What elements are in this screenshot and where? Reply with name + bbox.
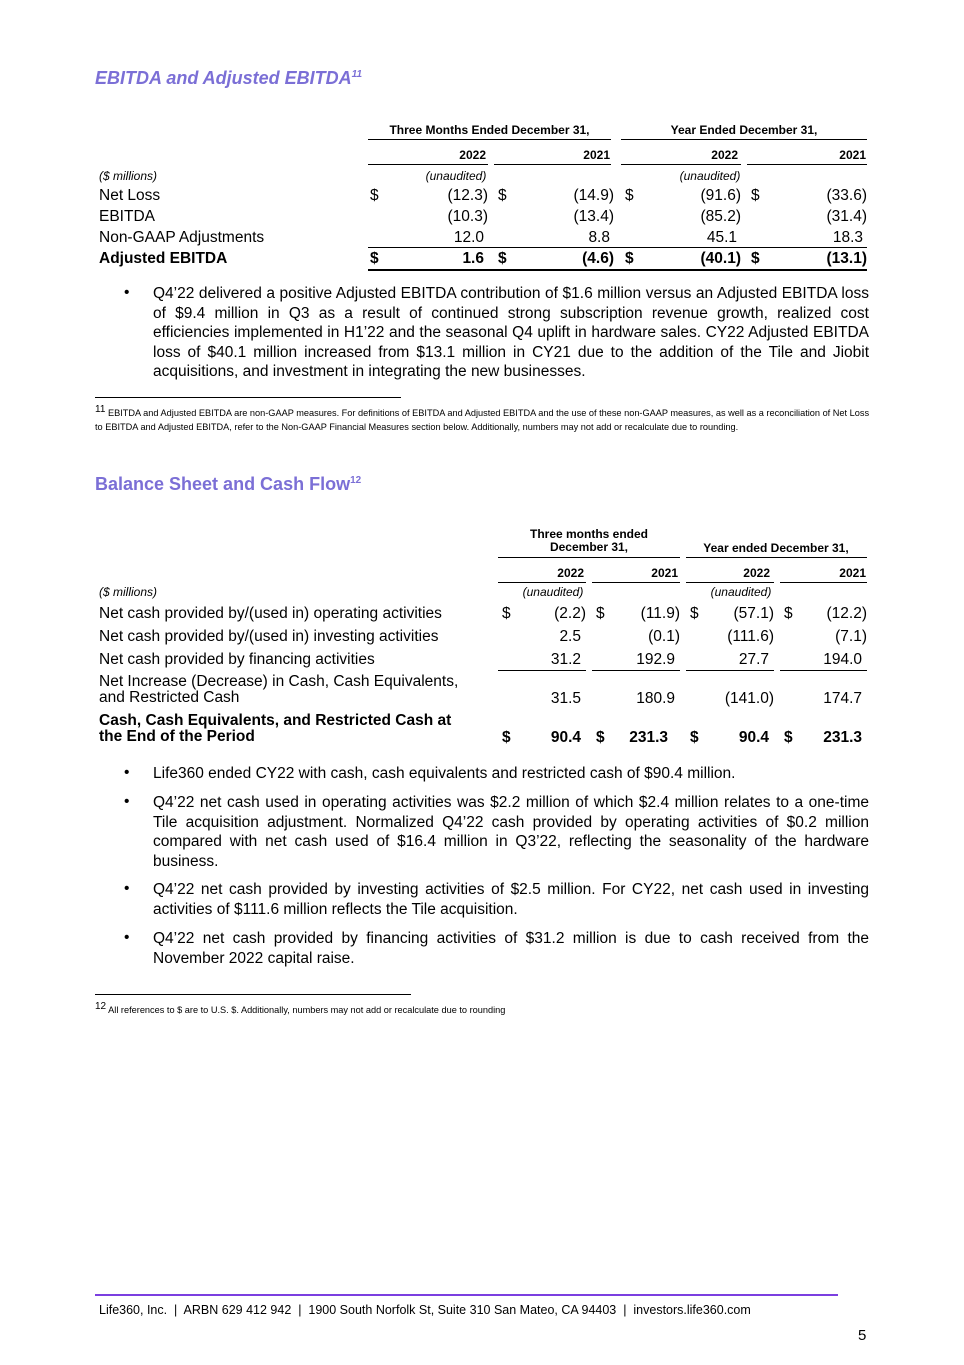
ebitda-year-col-2: 2021	[583, 148, 610, 162]
ebitda-section-title: EBITDA and Adjusted EBITDA$^{11}$	[95, 68, 363, 88]
table-row-label: Net Increase (Decrease) in Cash, Cash Equivalents, and Restricted Cash	[99, 673, 459, 706]
table-row-label: Net cash provided by/(used in) investing activities	[99, 628, 439, 645]
ebitda-unaudited-2: (unaudited)	[679, 169, 741, 183]
balance-sheet-section-title: Balance Sheet and Cash Flow$^{12}$	[95, 474, 362, 494]
bullet-marker: •	[124, 880, 130, 897]
table-row-label: Adjusted EBITDA	[99, 250, 228, 267]
cash-year-col-1: 2022	[557, 566, 584, 580]
table-row-label: Cash, Cash Equivalents, and Restricted Cash at the End of the Period	[99, 712, 452, 745]
footer-rule	[95, 1294, 838, 1296]
cash-bullet-1: Life360 ended CY22 with cash, cash equivalents and restricted cash of $90.4 million.	[153, 765, 736, 782]
ebitda-year-col-4: 2021	[839, 148, 866, 162]
table-row-label: Net cash provided by/(used in) operating activities	[99, 605, 442, 622]
cash-col-group-year: Year ended December 31,	[703, 541, 849, 555]
cash-footnote: $^{12}$ All references to $ are to U.S. $. Additionally, numbers may not add or recalculate due to rounding	[95, 1001, 506, 1016]
ebitda-footnote: $^{11}$ EBITDA and Adjusted EBITDA are non-GAAP measures. For definitions of EBITDA and Adjusted EBITDA and the use of these non-GAAP measures, as well as a reconciliation of Net Loss to EBITDA and Adjusted EBITDA, refer to the Non-GAAP Financial Measures section below. Additionally, numbers may not add or recalculate due to rounding.	[95, 404, 870, 433]
ebitda-year-col-3: 2022	[711, 148, 738, 162]
table-row-label: Net Loss	[99, 187, 161, 204]
ebitda-col-group-year: Year Ended December 31,	[670, 123, 818, 137]
ebitda-bullet: Q4’22 delivered a positive Adjusted EBITDA contribution of $1.6 million versus an Adjusted EBITDA loss of $9.4 million in Q3 as a result of continued strong subscription revenue growth, realized cost efficiencies implemented in H1’22 and the seasonal Q4 uplift in hardware sales. CY22 Adjusted EBITDA loss of $40.1 million increased from $13.1 million in CY21 due to the addition of the Tile and Jiobit acquisitions, and investment in integrating the new businesses.	[153, 285, 869, 380]
footer-text: Life360, Inc. | ARBN 629 412 942 | 1900 South Norfolk St, Suite 310 San Mateo, CA 94403 | investors.life360.com	[99, 1303, 751, 1317]
bullet-marker: •	[124, 793, 130, 810]
cash-unaudited-2: (unaudited)	[710, 585, 772, 599]
bullet-marker: •	[124, 764, 130, 781]
cash-year-col-4: 2021	[839, 566, 866, 580]
ebitda-units: ($ millions)	[99, 169, 158, 183]
bullet-marker: •	[124, 929, 130, 946]
bullet-marker: •	[124, 284, 130, 301]
table-row-label: Net cash provided by financing activities	[99, 651, 375, 668]
cash-col-group-three-months: Three months ended December 31,	[529, 527, 648, 554]
ebitda-year-col-1: 2022	[459, 148, 486, 162]
cash-bullet-2: Q4’22 net cash used in operating activities was $2.2 million of which $2.4 million relates to a one-time Tile acquisition adjustment. Normalized Q4’22 cash provided by operating activities of $0.2 million compared with net cash used of $16.4 million in Q3’22, reflecting the seasonality of the hardware business.	[153, 794, 869, 870]
cash-year-col-2: 2021	[651, 566, 678, 580]
ebitda-col-group-three-months: Three Months Ended December 31,	[389, 123, 590, 137]
cash-bullet-3: Q4’22 net cash provided by investing activities of $2.5 million. For CY22, net cash used in investing activities of $111.6 million reflects the Tile acquisition.	[153, 881, 869, 918]
ebitda-unaudited-1: (unaudited)	[425, 169, 487, 183]
page-number: 5	[858, 1327, 867, 1344]
table-row-label: Non-GAAP Adjustments	[99, 229, 265, 246]
table-row-label: EBITDA	[99, 208, 155, 225]
cash-unaudited-1: (unaudited)	[522, 585, 584, 599]
cash-units: ($ millions)	[99, 585, 158, 599]
cash-year-col-3: 2022	[743, 566, 770, 580]
cash-bullet-4: Q4’22 net cash provided by financing activities of $31.2 million is due to cash received from the November 2022 capital raise.	[153, 930, 869, 967]
